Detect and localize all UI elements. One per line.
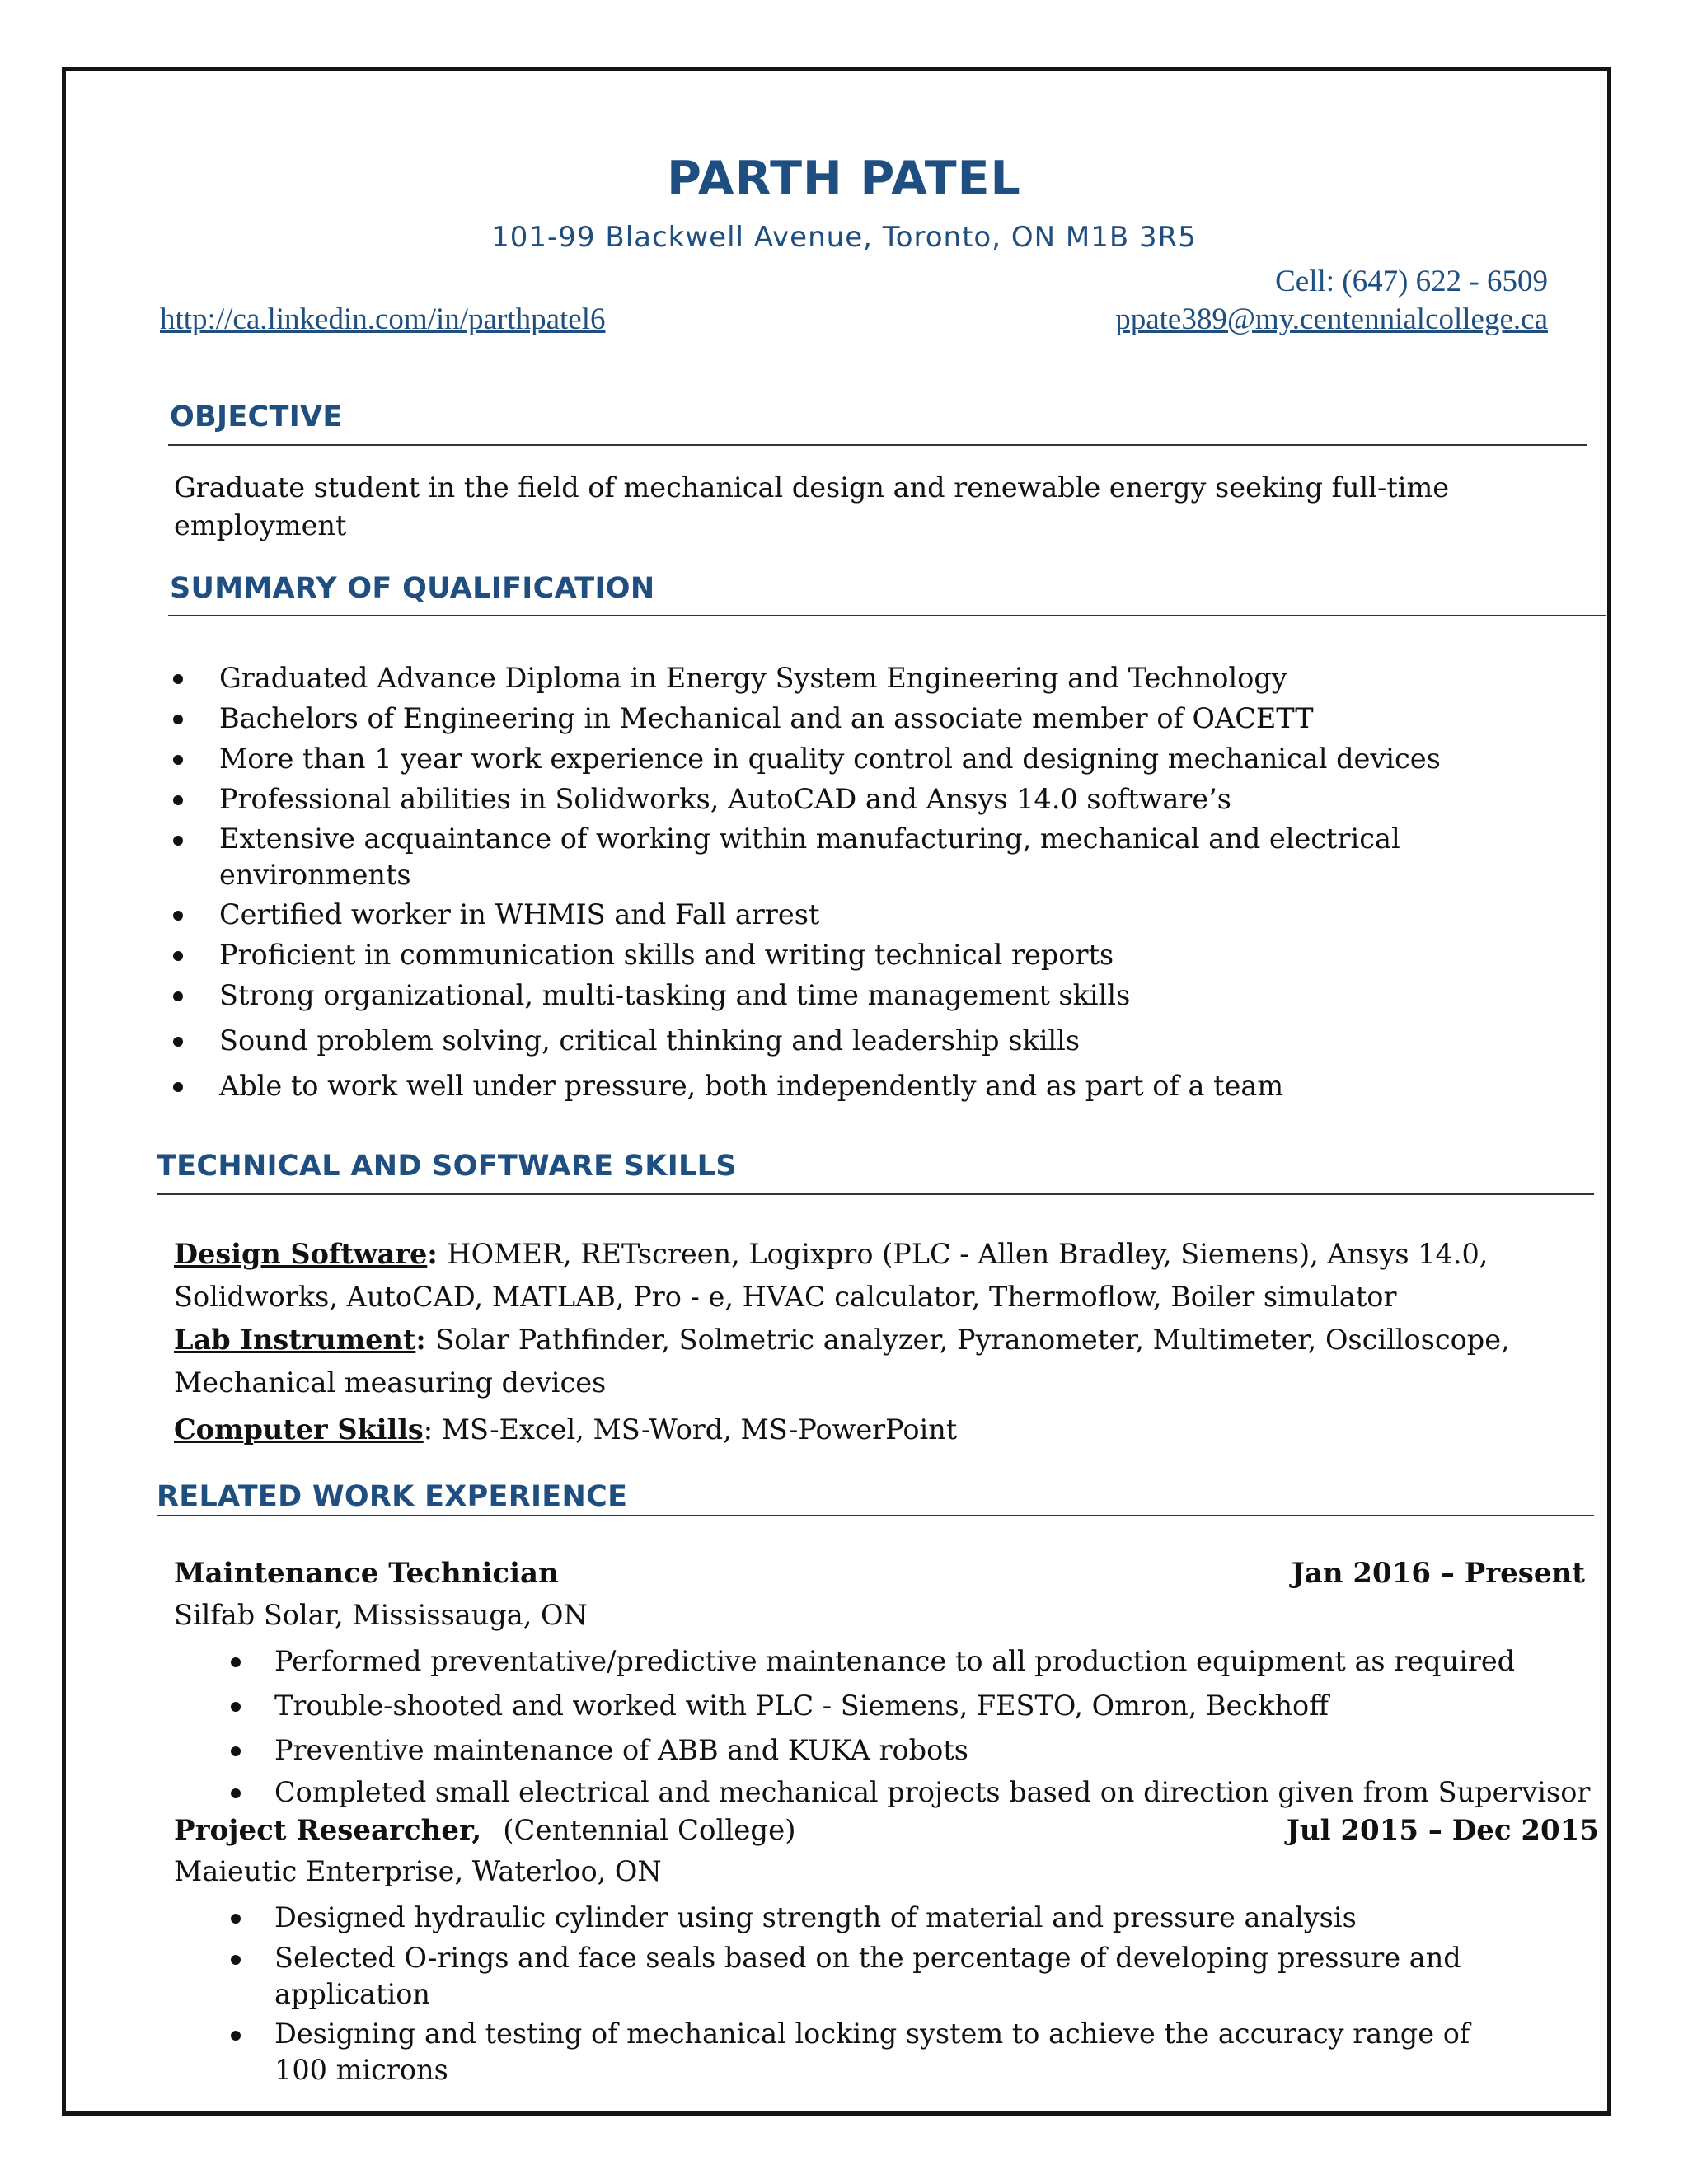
job-dates: Jul 2015 – Dec 2015: [1286, 1814, 1599, 1847]
email-link[interactable]: ppate389@my.centennialcollege.ca: [1115, 302, 1548, 336]
computer-skills-label: Computer Skills: [174, 1413, 424, 1446]
list-item: Proficient in communication skills and writing technical reports: [173, 936, 1525, 974]
list-item: Graduated Advance Diploma in Energy System Engineering and Technology: [173, 659, 1525, 697]
job-bullets: [231, 1643, 1615, 1811]
list-item: Preventive maintenance of ABB and KUKA robots: [231, 1732, 1615, 1769]
computer-skills-line: Computer Skills: MS-Excel, MS-Word, MS-PowerPoint: [174, 1413, 958, 1446]
objective-text: Graduate student in the field of mechanical design and renewable energy seeking full-time employment: [174, 471, 1450, 541]
job-bullets: [231, 1899, 1517, 2088]
candidate-name: PARTH PATEL: [667, 152, 1021, 206]
list-item: Selected O-rings and face seals based on the percentage of developing pressure and application: [231, 1940, 1517, 2013]
lab-instrument-value: Solar Pathfinder, Solmetric analyzer, Pyranometer, Multimeter, Oscilloscope, Mechanical measuring devices: [174, 1324, 1510, 1399]
job-dates: Jan 2016 – Present: [1291, 1557, 1585, 1590]
list-item: Designing and testing of mechanical locking system to achieve the accuracy range of 100 microns: [231, 2016, 1517, 2088]
list-item: Able to work well under pressure, both independently and as part of a team: [173, 1067, 1525, 1105]
list-item: More than 1 year work experience in quality control and designing mechanical devices: [173, 740, 1525, 778]
summary-heading: SUMMARY OF QUALIFICATION: [170, 572, 655, 605]
list-item: Extensive acquaintance of working within manufacturing, mechanical and electrical environments: [173, 821, 1525, 893]
list-item: Professional abilities in Solidworks, AutoCAD and Ansys 14.0 software’s: [173, 780, 1525, 818]
list-item: Designed hydraulic cylinder using strength of material and pressure analysis: [231, 1899, 1517, 1937]
objective-heading: OBJECTIVE: [170, 401, 343, 434]
job-title-line: [174, 1814, 796, 1847]
job-organization: (Centennial College): [503, 1814, 796, 1847]
list-item: Strong organizational, multi-tasking and time management skills: [173, 977, 1525, 1015]
summary-rule: [168, 615, 1606, 616]
computer-skills-value: MS-Excel, MS-Word, MS-PowerPoint: [441, 1413, 958, 1446]
summary-list: [173, 659, 1525, 1105]
design-software-value: HOMER, RETscreen, Logixpro (PLC - Allen Bradley, Siemens), Ansys 14.0, Solidworks, AutoCAD, MATLAB, Pro - e, HVAC calculator, Thermoflow, Boiler simulator: [174, 1238, 1489, 1313]
experience-rule: [157, 1515, 1594, 1516]
job-title: Project Researcher,: [174, 1814, 482, 1847]
list-item: Performed preventative/predictive maintenance to all production equipment as required: [231, 1643, 1615, 1680]
phone-number: Cell: (647) 622 - 6509: [1275, 265, 1548, 298]
lab-instrument-label: Lab Instrument: [174, 1324, 416, 1356]
linkedin-link[interactable]: http://ca.linkedin.com/in/parthpatel6: [160, 302, 606, 336]
skills-rule: [157, 1193, 1594, 1195]
list-item: Completed small electrical and mechanical projects based on direction given from Supervisor: [231, 1774, 1615, 1811]
job-company: Maieutic Enterprise, Waterloo, ON: [174, 1855, 662, 1887]
address: 101-99 Blackwell Avenue, Toronto, ON M1B 3R5: [491, 221, 1197, 254]
design-software-label: Design Software: [174, 1238, 428, 1270]
objective-rule: [168, 444, 1587, 446]
job-title: Maintenance Technician: [174, 1557, 559, 1590]
list-item: Bachelors of Engineering in Mechanical and an associate member of OACETT: [173, 700, 1525, 738]
job-company: Silfab Solar, Mississauga, ON: [174, 1599, 588, 1631]
list-item: Trouble-shooted and worked with PLC - Siemens, FESTO, Omron, Beckhoff: [231, 1687, 1615, 1725]
skills-heading: TECHNICAL AND SOFTWARE SKILLS: [157, 1150, 737, 1183]
design-software-line: Design Software: HOMER, RETscreen, Logixpro (PLC - Allen Bradley, Siemens), Ansys 14.0, Solidworks, AutoCAD, MATLAB, Pro - e, HVAC calculator, Thermoflow, Boiler simulator: [174, 1238, 1489, 1313]
list-item: Sound problem solving, critical thinking and leadership skills: [173, 1022, 1525, 1060]
list-item: Certified worker in WHMIS and Fall arrest: [173, 896, 1525, 934]
lab-instrument-line: Lab Instrument: Solar Pathfinder, Solmetric analyzer, Pyranometer, Multimeter, Oscilloscope, Mechanical measuring devices: [174, 1324, 1510, 1399]
experience-heading: RELATED WORK EXPERIENCE: [157, 1480, 628, 1513]
